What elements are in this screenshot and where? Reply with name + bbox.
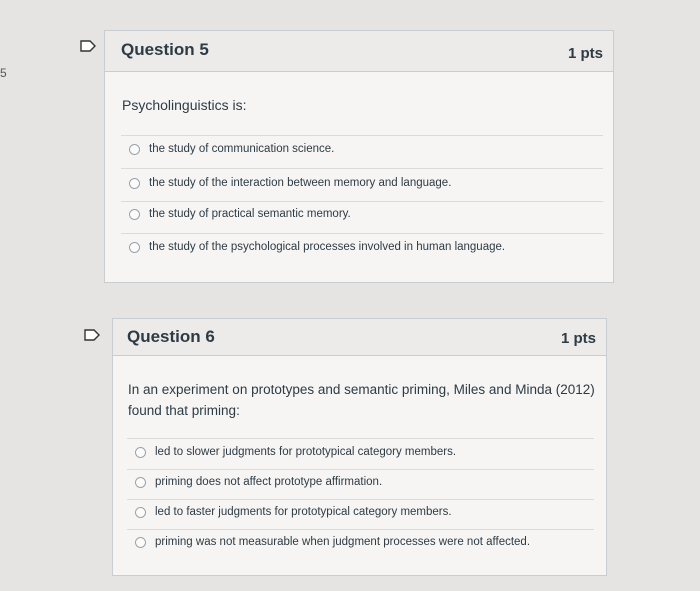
question-6-header (113, 319, 606, 356)
question-prompt-line-1: In an experiment on prototypes and semantic priming, Miles and Minda (2012) (128, 382, 595, 397)
radio-button[interactable] (129, 144, 140, 155)
answer-option[interactable] (135, 506, 452, 518)
answer-option[interactable] (129, 177, 451, 189)
answer-option[interactable] (135, 446, 456, 458)
radio-button[interactable] (129, 209, 140, 220)
answer-option[interactable] (135, 536, 530, 548)
answer-label: priming was not measurable when judgment processes were not affected. (155, 536, 531, 548)
answer-divider (121, 168, 603, 169)
answer-divider (121, 233, 603, 234)
answer-label: led to slower judgments for prototypical category members. (155, 446, 457, 458)
answer-option[interactable] (129, 143, 334, 155)
question-5-card (104, 30, 614, 283)
flag-question-icon[interactable] (84, 329, 100, 341)
radio-button[interactable] (129, 178, 140, 189)
answer-option[interactable] (135, 476, 382, 488)
answer-label: priming does not affect prototype affirmation. (155, 476, 383, 488)
answer-divider (127, 529, 594, 530)
answer-divider (127, 499, 594, 500)
question-title: Question 5 (121, 40, 209, 59)
question-prompt: Psycholinguistics is: (122, 97, 247, 113)
radio-button[interactable] (135, 537, 146, 548)
answer-divider (121, 135, 603, 136)
question-title: Question 6 (127, 327, 215, 346)
question-prompt-line-2: found that priming: (128, 403, 240, 418)
answer-label: the study of the psychological processes involved in human language. (149, 241, 506, 253)
answer-label: led to faster judgments for prototypical category members. (155, 506, 452, 518)
answer-label: the study of the interaction between memory and language. (149, 177, 452, 189)
radio-button[interactable] (135, 507, 146, 518)
question-5-header (105, 31, 613, 72)
question-points: 1 pts (560, 330, 596, 347)
answer-label: the study of practical semantic memory. (149, 208, 351, 220)
answer-option[interactable] (129, 241, 505, 253)
radio-button[interactable] (129, 242, 140, 253)
radio-button[interactable] (135, 477, 146, 488)
answer-label: the study of communication science. (149, 143, 335, 155)
answer-divider (127, 438, 594, 439)
edge-mark: 5 (0, 66, 7, 80)
flag-question-icon[interactable] (80, 40, 96, 52)
answer-divider (127, 469, 594, 470)
answer-divider (121, 201, 603, 202)
radio-button[interactable] (135, 447, 146, 458)
question-points: 1 pts (567, 45, 603, 62)
question-6-card (112, 318, 607, 576)
answer-option[interactable] (129, 208, 351, 220)
